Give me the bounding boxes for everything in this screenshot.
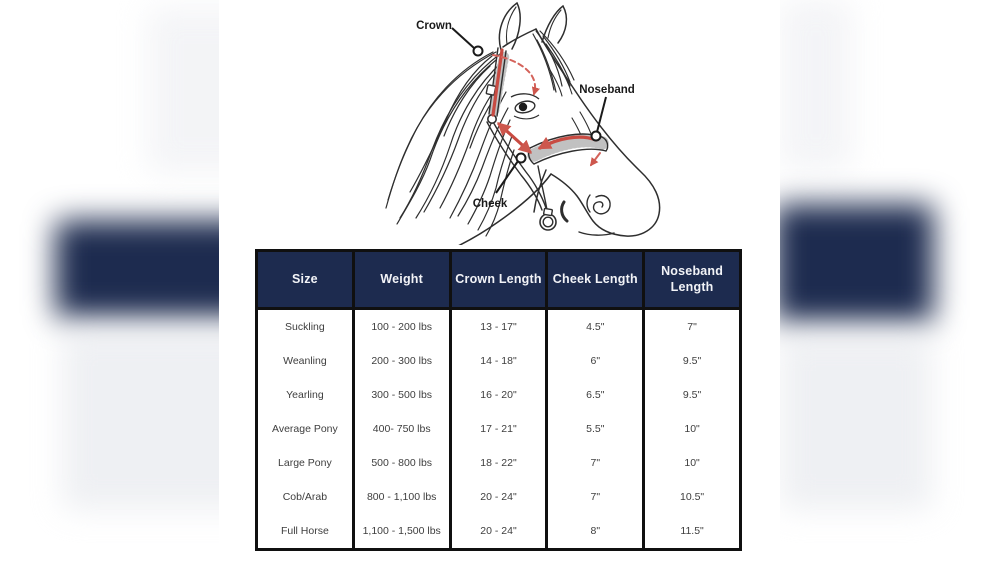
table-cell: 6" xyxy=(547,344,644,378)
table-cell: 1,100 - 1,500 lbs xyxy=(353,514,450,550)
table-row xyxy=(257,378,741,412)
table-cell: 18 - 22" xyxy=(450,446,547,480)
blur-table-body-smudge xyxy=(780,335,932,510)
muzzle-details xyxy=(562,195,614,235)
table-cell: 14 - 18" xyxy=(450,344,547,378)
table-cell: Cob/Arab xyxy=(257,480,354,514)
blurred-background-right xyxy=(780,0,1000,563)
table-row xyxy=(257,344,741,378)
chin-groove xyxy=(562,202,567,221)
table-cell: Full Horse xyxy=(257,514,354,550)
eye xyxy=(511,94,539,119)
table-cell: 10.5" xyxy=(644,480,741,514)
table-cell: Weanling xyxy=(257,344,354,378)
table-cell: Yearling xyxy=(257,378,354,412)
table-cell: Average Pony xyxy=(257,412,354,446)
table-cell: 17 - 21" xyxy=(450,412,547,446)
table-cell: 300 - 500 lbs xyxy=(353,378,450,412)
table-cell: 5.5" xyxy=(547,412,644,446)
header-cell: Cheek Length xyxy=(547,251,644,309)
table-cell: 4.5" xyxy=(547,309,644,345)
noseband-label: Noseband xyxy=(579,84,635,96)
table-row xyxy=(257,480,741,514)
table-row xyxy=(257,514,741,550)
table-cell: 16 - 20" xyxy=(450,378,547,412)
table-cell: 8" xyxy=(547,514,644,550)
table-cell: 7" xyxy=(547,446,644,480)
crown-point-marker xyxy=(474,47,483,56)
table-cell: 10" xyxy=(644,446,741,480)
table-cell: 100 - 200 lbs xyxy=(353,309,450,345)
table-row xyxy=(257,412,741,446)
crown-label: Crown xyxy=(416,20,452,32)
header-cell: Size xyxy=(257,251,354,309)
blur-horse-smudge xyxy=(780,0,852,170)
table-cell: 13 - 17" xyxy=(450,309,547,345)
table-body xyxy=(257,309,741,550)
table-header xyxy=(257,251,741,309)
table-cell: 20 - 24" xyxy=(450,480,547,514)
noseband-drop-arrow xyxy=(591,153,600,165)
blur-horse-smudge xyxy=(148,8,219,173)
table-cell: 400- 750 lbs xyxy=(353,412,450,446)
table-row xyxy=(257,446,741,480)
table-cell: 10" xyxy=(644,412,741,446)
horse-halter-diagram xyxy=(350,0,670,245)
table-cell: 200 - 300 lbs xyxy=(353,344,450,378)
table-cell: 500 - 800 lbs xyxy=(353,446,450,480)
table-cell: 9.5" xyxy=(644,378,741,412)
noseband-point-marker xyxy=(592,132,601,141)
table-cell: 9.5" xyxy=(644,344,741,378)
header-cell: Crown Length xyxy=(450,251,547,309)
nostril xyxy=(594,196,611,214)
table-cell: 800 - 1,100 lbs xyxy=(353,480,450,514)
header-cell: Weight xyxy=(353,251,450,309)
chin-ring xyxy=(540,214,556,230)
table-cell: 6.5" xyxy=(547,378,644,412)
blur-table-header-smudge xyxy=(55,220,219,318)
table-cell: 11.5" xyxy=(644,514,741,550)
cheek-measure-arrow xyxy=(499,124,530,152)
table-cell: 7" xyxy=(644,309,741,345)
table-cell: 20 - 24" xyxy=(450,514,547,550)
horse-head-drawing xyxy=(350,0,670,245)
halter-size-table xyxy=(255,249,742,551)
blur-table-header-smudge xyxy=(780,204,934,322)
blurred-background-left xyxy=(0,0,219,563)
table-cell: 7" xyxy=(547,480,644,514)
cheek-point-marker xyxy=(517,154,526,163)
header-cell: Noseband Length xyxy=(644,251,741,309)
table-row xyxy=(257,309,741,345)
table-cell: Large Pony xyxy=(257,446,354,480)
cheek-label: Cheek xyxy=(472,198,508,210)
table-cell: Suckling xyxy=(257,309,354,345)
header-row xyxy=(257,251,741,309)
blur-table-body-smudge xyxy=(62,330,219,510)
